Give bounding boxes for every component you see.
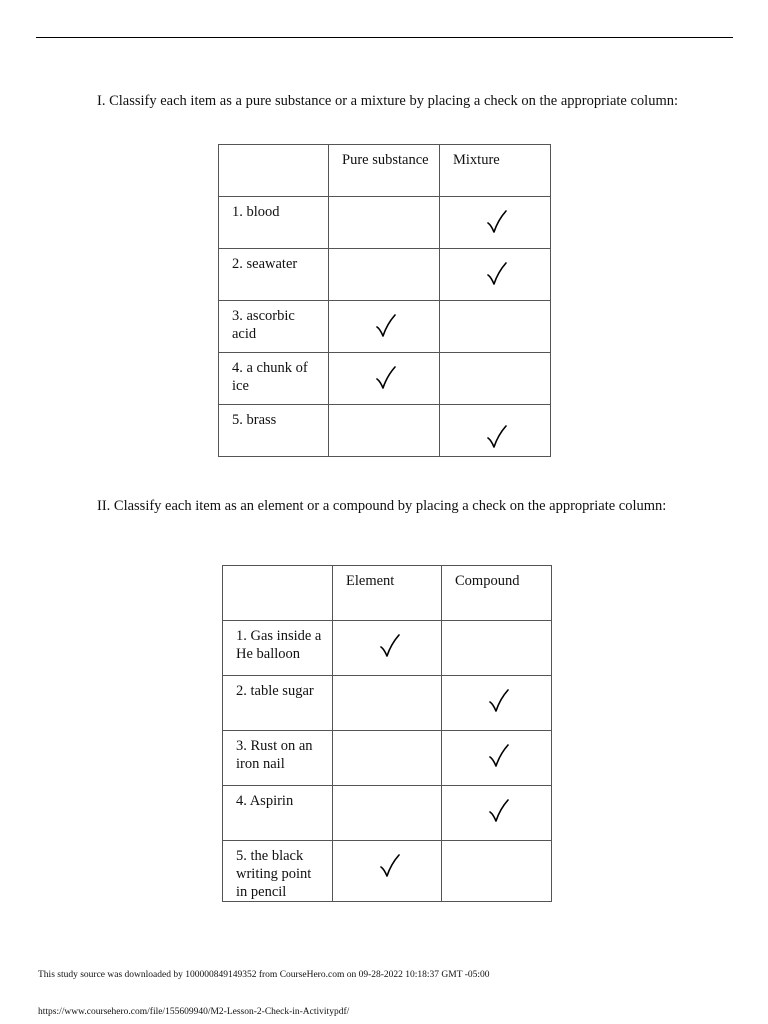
element-cell[interactable] <box>333 621 442 676</box>
table-row <box>219 405 551 457</box>
compound-cell[interactable] <box>442 676 552 731</box>
item-label: 1. Gas inside a He balloon <box>223 621 333 676</box>
header-cell-blank <box>219 145 329 197</box>
pure-substance-cell[interactable] <box>329 197 440 249</box>
item-label: 2. seawater <box>219 249 329 301</box>
checkmark-icon <box>375 313 397 339</box>
checkmark-icon <box>379 633 401 659</box>
element-cell[interactable] <box>333 676 442 731</box>
checkmark-icon <box>486 261 508 287</box>
compound-cell[interactable] <box>442 731 552 786</box>
table-row <box>223 841 552 902</box>
mixture-cell[interactable] <box>440 405 551 457</box>
item-label: 1. blood <box>219 197 329 249</box>
pure-substance-mixture-table <box>218 144 551 457</box>
header-cell-mixture: Mixture <box>440 145 551 197</box>
table-row <box>223 621 552 676</box>
section-1-instruction: I. Classify each item as a pure substance or a mixture by placing a check on the appropriate column: <box>97 93 679 109</box>
checkmark-icon <box>486 209 508 235</box>
item-label: 5. the black writing point in pencil <box>223 841 333 902</box>
item-label: 2. table sugar <box>223 676 333 731</box>
item-label: 3. ascorbic acid <box>219 301 329 353</box>
item-label: 4. a chunk of ice <box>219 353 329 405</box>
table-row <box>219 301 551 353</box>
mixture-cell[interactable] <box>440 249 551 301</box>
mixture-cell[interactable] <box>440 301 551 353</box>
table-header-row <box>223 566 552 621</box>
table-header-row <box>219 145 551 197</box>
header-cell-blank <box>223 566 333 621</box>
item-label: 4. Aspirin <box>223 786 333 841</box>
table-row <box>219 249 551 301</box>
pure-substance-cell[interactable] <box>329 301 440 353</box>
element-cell[interactable] <box>333 731 442 786</box>
checkmark-icon <box>379 853 401 879</box>
checkmark-icon <box>486 424 508 450</box>
checkmark-icon <box>488 743 510 769</box>
compound-cell[interactable] <box>442 621 552 676</box>
section-2-instruction: II. Classify each item as an element or a compound by placing a check on the appropriate column: <box>97 498 667 514</box>
pure-substance-cell[interactable] <box>329 249 440 301</box>
element-compound-table <box>222 565 552 902</box>
top-divider <box>36 37 733 38</box>
header-cell-element: Element <box>333 566 442 621</box>
mixture-cell[interactable] <box>440 197 551 249</box>
mixture-cell[interactable] <box>440 353 551 405</box>
checkmark-icon <box>488 688 510 714</box>
checkmark-icon <box>488 798 510 824</box>
element-cell[interactable] <box>333 786 442 841</box>
element-cell[interactable] <box>333 841 442 902</box>
table-row <box>219 353 551 405</box>
checkmark-icon <box>375 365 397 391</box>
item-label: 3. Rust on an iron nail <box>223 731 333 786</box>
compound-cell[interactable] <box>442 786 552 841</box>
item-label: 5. brass <box>219 405 329 457</box>
document-url: https://www.coursehero.com/file/155609940/M2-Lesson-2-Check-in-Activitypdf/ <box>38 1007 350 1017</box>
header-cell-pure-substance: Pure substance <box>329 145 440 197</box>
table-row <box>223 731 552 786</box>
download-source-note: This study source was downloaded by 100000849149352 from CourseHero.com on 09-28-2022 10:18:37 GMT -05:00 <box>38 970 490 980</box>
compound-cell[interactable] <box>442 841 552 902</box>
header-cell-compound: Compound <box>442 566 552 621</box>
table-row <box>223 786 552 841</box>
pure-substance-cell[interactable] <box>329 405 440 457</box>
table-row <box>223 676 552 731</box>
pure-substance-cell[interactable] <box>329 353 440 405</box>
table-row <box>219 197 551 249</box>
